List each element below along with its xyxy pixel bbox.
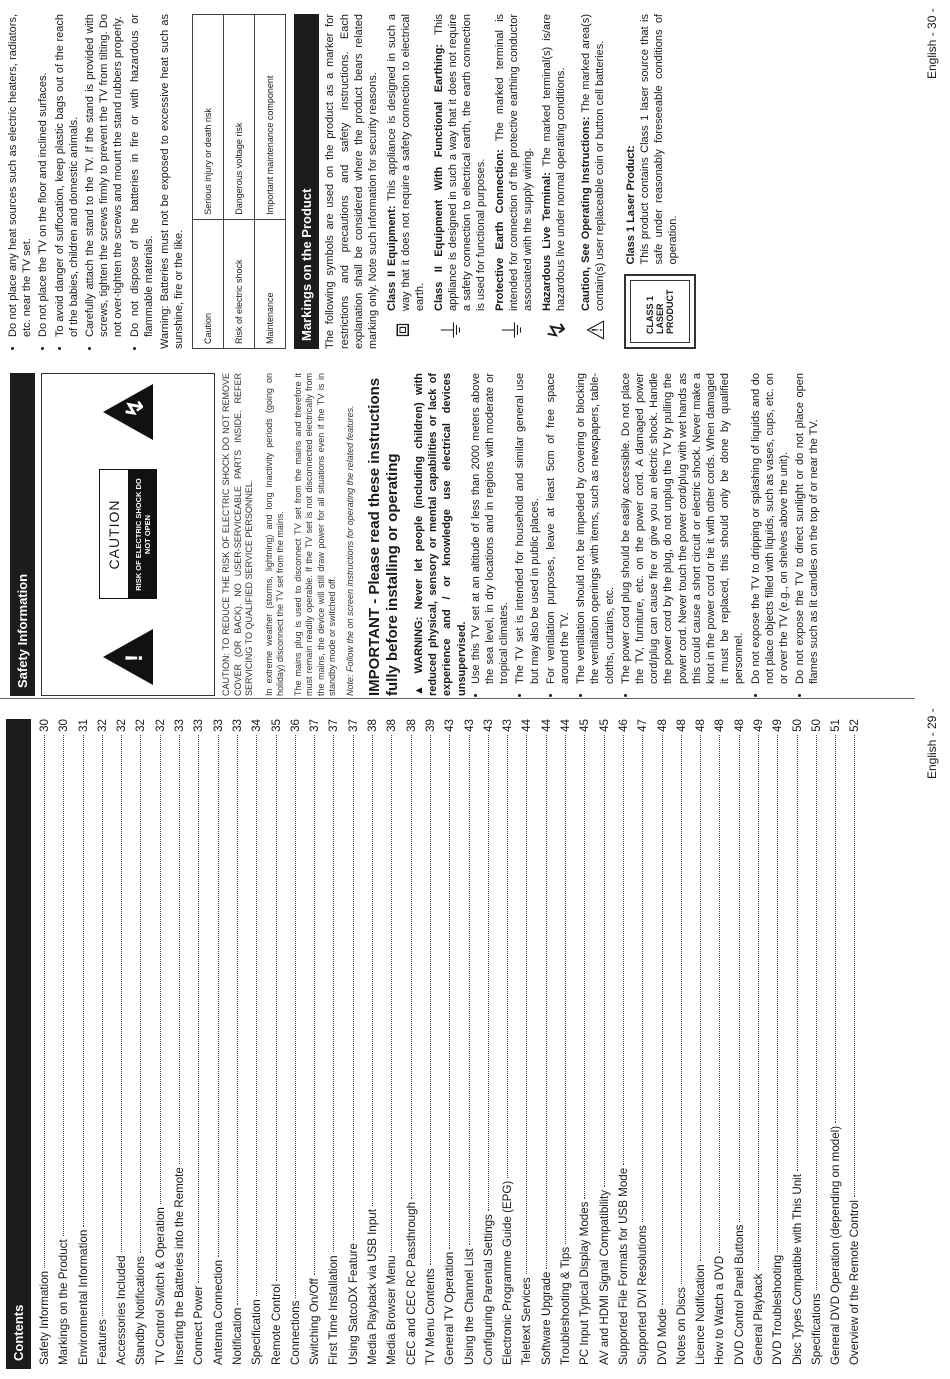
marking-row: [385, 14, 427, 349]
right-bullet: • Do not dispose of the batteries in fire or with hazardous or flammable materials.: [128, 14, 156, 337]
toc-entry-page: 44: [520, 719, 534, 732]
toc-leader-dots: [507, 735, 508, 1178]
toc-entry-page: 33: [173, 719, 187, 732]
safety-bullet: • Do not expose the TV to direct sunlight or do not place open flames such as lit candles on the top of or near the TV.: [793, 373, 821, 684]
toc-entry-page: 45: [597, 719, 611, 732]
toc-entry: [440, 719, 459, 1365]
laser-label-text: CLASS 1 LASER PRODUCT: [630, 281, 690, 344]
caution-subtitle: RISK OF ELECTRIC SHOCK DO NOT OPEN: [129, 470, 157, 600]
warning-triangle-icon: !: [103, 629, 153, 685]
toc-leader-dots: [372, 735, 373, 1206]
marking-text: [385, 14, 427, 311]
caution-text: CAUTION: TO REDUCE THE RISK OF ELECTRIC SHOCK DO NOT REMOVE COVER (OR BACK). NO USER-SERVICEABLE PARTS INSIDE. REFER SERVICING TO QUALIFIED SERVICE PERSONNEL.: [221, 373, 254, 696]
toc-leader-dots: [604, 735, 605, 1187]
toc-entry-title: Environmental Information: [76, 1229, 90, 1365]
toc-entry-page: 43: [443, 719, 457, 732]
toc-entry: [402, 719, 421, 1365]
toc-leader-dots: [526, 735, 527, 1274]
toc-entry-page: 45: [578, 719, 592, 732]
toc-entry-page: 37: [346, 719, 360, 732]
toc-leader-dots: [411, 735, 412, 1199]
symbol-row: [255, 15, 286, 349]
toc-entry-page: 30: [38, 719, 51, 732]
toc-entry-page: 33: [192, 719, 206, 732]
toc-entry: [595, 719, 614, 1365]
toc-entry-title: General DVD Operation (depending on model): [829, 1125, 843, 1365]
toc-entry: [710, 719, 729, 1365]
toc-entry-title: AV and HDMI Signal Compatibility: [597, 1189, 611, 1365]
toc-entry-title: Overview of the Remote Control: [848, 1200, 862, 1365]
caution-title: CAUTION: [99, 470, 129, 600]
symbol-desc: Dangerous voltage risk: [224, 15, 255, 220]
page-footer-right: English - 30 -: [925, 8, 939, 79]
safety-column: [10, 373, 824, 696]
toc-leader-dots: [353, 735, 354, 1240]
toc-entry-page: 38: [404, 719, 418, 732]
toc-entry-page: 33: [211, 719, 225, 732]
toc-entry-page: 52: [848, 719, 862, 732]
contents-list: [31, 719, 865, 1369]
toc-leader-dots: [160, 735, 161, 1204]
symbol-desc: Important maintenance component: [255, 15, 286, 220]
laser-body: This product contains Class 1 laser source that is safe under reasonably foreseeable conditions of operation.: [639, 14, 680, 265]
caution-label-box: [41, 373, 215, 696]
toc-entry: [54, 719, 73, 1365]
toc-entry: [344, 719, 363, 1365]
toc-leader-dots: [758, 735, 759, 1271]
toc-entry-page: 50: [790, 719, 804, 732]
marking-text: [540, 14, 568, 311]
toc-entry-page: 37: [327, 719, 341, 732]
toc-entry-page: 50: [809, 719, 823, 732]
markings-heading: Markings on the Product: [294, 14, 319, 349]
safety-note: Note: Follow the on screen instructions for operating the related features.: [344, 405, 355, 696]
toc-leader-dots: [430, 735, 431, 1265]
toc-entry: [35, 719, 54, 1365]
symbol-label: Maintenance: [255, 219, 286, 348]
toc-entry-page: 48: [713, 719, 727, 732]
toc-leader-dots: [449, 735, 450, 1249]
right-bullet: • Do not place the TV on the floor and inclined surfaces.: [36, 14, 50, 337]
toc-entry: [305, 719, 324, 1365]
warning-text: [412, 373, 469, 696]
safety-para-weather: In extreme weather (storms, lightning) and long inactivity periods (going on holiday) disconnect the TV set from the mains.: [263, 373, 285, 696]
toc-leader-dots: [546, 735, 547, 1269]
toc-entry-page: 32: [95, 719, 109, 732]
marking-row: [579, 14, 613, 349]
toc-entry-page: 43: [501, 719, 515, 732]
toc-entry: [826, 719, 845, 1365]
toc-leader-dots: [854, 735, 855, 1197]
marking-body: This appliance is designed in such a way that it does not require a safety connection to electrical earth, the earth connection is used for functional purposes.: [433, 13, 488, 311]
toc-entry-title: Remote Control: [269, 1283, 283, 1365]
marking-head: Hazardous Live Terminal:: [541, 172, 554, 311]
toc-leader-dots: [565, 735, 566, 1244]
toc-leader-dots: [102, 735, 103, 1316]
toc-entry: [209, 719, 228, 1365]
marking-row: [432, 14, 488, 349]
toc-entry-title: TV Menu Contents: [423, 1268, 437, 1365]
toc-leader-dots: [719, 735, 720, 1253]
marking-text: [432, 14, 488, 311]
toc-entry-title: Markings on the Product: [57, 1239, 71, 1365]
toc-entry-page: 48: [694, 719, 708, 732]
contents-column: [6, 719, 865, 1369]
toc-entry-page: 32: [153, 719, 167, 732]
toc-entry-title: DVD Troubleshooting: [771, 1254, 785, 1365]
toc-leader-dots: [276, 735, 277, 1281]
toc-entry: [730, 719, 749, 1365]
symbol-row: [193, 15, 224, 349]
marking-body: This appliance is designed in such a way that it does not require a safety connection to electrical earth.: [386, 14, 427, 311]
toc-entry: [267, 719, 286, 1365]
toc-leader-dots: [584, 735, 585, 1199]
toc-entry-page: 48: [655, 719, 669, 732]
toc-leader-dots: [179, 735, 180, 1164]
toc-entry-title: Using the Channel List: [462, 1248, 476, 1365]
toc-entry: [247, 719, 266, 1365]
toc-entry-title: Supported File Formats for USB Mode: [616, 1167, 630, 1365]
marking-text: [493, 14, 535, 311]
toc-entry-title: CEC and CEC RC Passthrough: [404, 1201, 418, 1365]
toc-entry-title: Configuring Parental Settings: [481, 1214, 495, 1365]
right-bullet: • To avoid danger of suffocation, keep plastic bags out of the reach of the babies, children and domestic animals.: [53, 14, 81, 337]
toc-leader-dots: [797, 735, 798, 1171]
toc-entry: [807, 719, 826, 1365]
toc-entry-title: PC Input Typical Display Modes: [578, 1201, 592, 1365]
symbol-label: Caution: [193, 219, 224, 348]
toc-entry-page: 51: [829, 719, 843, 732]
toc-entry: [672, 719, 691, 1365]
marking-head: Protective Earth Connection:: [494, 149, 507, 311]
toc-entry-title: Features: [95, 1319, 109, 1365]
toc-leader-dots: [314, 735, 315, 1275]
toc-entry: [768, 719, 787, 1365]
toc-entry-page: 32: [115, 719, 129, 732]
toc-entry: [382, 719, 401, 1365]
toc-entry-page: 36: [288, 719, 302, 732]
toc-entry-page: 46: [616, 719, 630, 732]
toc-leader-dots: [237, 735, 238, 1305]
toc-entry-page: 30: [57, 719, 71, 732]
right-bullet: • Do not place any heat sources such as electric heaters, radiators, etc. near the TV set.: [6, 14, 34, 337]
symbol-label: Risk of electric shock: [224, 219, 255, 348]
toc-entry: [74, 719, 93, 1365]
toc-entry-page: 44: [539, 719, 553, 732]
toc-entry: [170, 719, 189, 1365]
toc-leader-dots: [662, 735, 663, 1305]
toc-entry-page: 35: [269, 719, 283, 732]
toc-entry-page: 39: [423, 719, 437, 732]
toc-entry: [788, 719, 807, 1365]
lightning-triangle-icon: ↯: [103, 384, 153, 440]
toc-entry-page: 38: [385, 719, 399, 732]
contents-heading: Contents: [6, 719, 31, 1369]
safety-bullet: • The ventilation should not be impeded by covering or blocking the ventilation openings with items, such as newspapers, table-cloths, curtains, etc.: [574, 373, 617, 684]
toc-leader-dots: [256, 735, 257, 1296]
safety-bullet: • Do not expose the TV to dripping or splashing of liquids and do not place objects filled with liquids, such as vases, cups, etc. on or over the TV (e.g., on shelves above the unit).: [749, 373, 792, 684]
toc-entry: [614, 719, 633, 1365]
laser-text: [624, 14, 680, 265]
toc-leader-dots: [333, 735, 334, 1253]
marking-head: Class II Equipment With Functional Earthing:: [433, 44, 446, 311]
toc-leader-dots: [777, 735, 778, 1252]
toc-entry-page: 37: [308, 719, 322, 732]
toc-entry-title: Supported DVI Resolutions: [636, 1225, 650, 1365]
laser-section: [618, 14, 696, 349]
toc-entry-page: 31: [76, 719, 90, 732]
toc-leader-dots: [198, 735, 199, 1283]
toc-entry: [131, 719, 150, 1365]
toc-entry-title: Using SatcoDX Feature: [346, 1243, 360, 1365]
toc-entry-title: Media Browser Menu: [385, 1255, 399, 1365]
warning-icon: ▲: [413, 673, 425, 696]
lightning-bolt-icon: ↯: [543, 319, 571, 341]
marking-text: [579, 14, 607, 311]
toc-entry-title: Antenna Connection: [211, 1259, 225, 1365]
toc-entry-title: Standby Notifications: [134, 1256, 148, 1365]
safety-bullet: • For ventilation purposes, leave at least 5cm of free space around the TV.: [544, 373, 572, 684]
toc-leader-dots: [63, 735, 64, 1236]
toc-leader-dots: [816, 735, 817, 1291]
safety-bullet: • The power cord plug should be easily accessible. Do not place the TV, furniture, etc. on the power cord. A damaged power cord/plug can cause fire or give you an electric shock. Handle the power cord by the plug, do not unplug the TV by pulling the power cord. Never touch the power cord/plug with wet hands as this could cause a short circuit or electric shock. Never make a knot in the power cord or tie it with other cords. When damaged it must be replaced, this should only be done by qualified personnel.: [619, 373, 747, 684]
marking-head: Caution, See Operating Instructions:: [580, 116, 593, 311]
protective-earth-icon: ⏚: [499, 318, 527, 342]
toc-entry-page: 43: [462, 719, 476, 732]
toc-leader-dots: [739, 735, 740, 1222]
toc-entry: [498, 719, 517, 1365]
safety-heading: Safety Information: [10, 373, 35, 696]
toc-leader-dots: [140, 735, 141, 1253]
toc-entry: [517, 719, 536, 1365]
right-bullet-list: [6, 14, 156, 349]
marking-head: Class II Equipment:: [386, 205, 399, 311]
toc-entry-title: Accessories Included: [115, 1255, 129, 1365]
toc-entry-title: Teletext Services: [520, 1277, 534, 1365]
safety-bullet-list: [469, 373, 822, 696]
right-bullet: • Carefully attach the stand to the TV. If the stand is provided with screws, tighten the screws firmly to prevent the TV from tilting. Do not over-tighten the screws and mount the stand rubbers properly.: [83, 14, 126, 337]
toc-entry-page: 49: [751, 719, 765, 732]
laser-label-box: [624, 275, 696, 350]
toc-entry-title: Disc Types Compatible with This Unit: [790, 1174, 804, 1365]
toc-entry-page: 32: [134, 719, 148, 732]
toc-entry-page: 33: [230, 719, 244, 732]
toc-entry-title: How to Watch a DVD: [713, 1255, 727, 1365]
important-heading: IMPORTANT - Please read these instructions fully before installing or operating: [366, 377, 401, 696]
toc-leader-dots: [295, 735, 296, 1298]
toc-entry-title: Connect Power: [192, 1285, 206, 1365]
toc-leader-dots: [218, 735, 219, 1257]
toc-entry: [479, 719, 498, 1365]
toc-entry: [653, 719, 672, 1365]
toc-leader-dots: [83, 735, 84, 1227]
toc-leader-dots: [642, 735, 643, 1222]
marking-body: The marked terminal(s) is/are hazardous live under normal operating conditions.: [541, 13, 568, 311]
toc-entry-page: 49: [771, 719, 785, 732]
toc-entry: [363, 719, 382, 1365]
marking-row: [493, 14, 535, 349]
functional-earth-icon: ⏚: [438, 318, 466, 342]
toc-leader-dots: [121, 735, 122, 1253]
marking-body: The marked terminal is intended for connection of the protective earthing conductor associated with the supply wiring.: [494, 13, 535, 311]
toc-entry: [228, 719, 247, 1365]
toc-entry: [556, 719, 575, 1365]
toc-entry: [93, 719, 112, 1365]
toc-entry: [460, 719, 479, 1365]
caution-label: [99, 470, 157, 600]
toc-entry: [845, 719, 864, 1365]
toc-leader-dots: [488, 735, 489, 1211]
safety-para-mains: The mains plug is used to disconnect TV set from the mains and therefore it must remain readily operable. If the TV set is not disconnected electrically from the mains, the device will still draw power for all situations even if the TV is in standby mode or switched off.: [292, 373, 337, 696]
toc-leader-dots: [700, 735, 701, 1262]
toc-entry-title: Safety Information: [38, 1270, 51, 1365]
toc-entry-title: Media Playback via USB Input: [366, 1209, 380, 1365]
toc-entry-title: General TV Operation: [443, 1251, 457, 1365]
toc-entry-title: Specification: [250, 1299, 264, 1365]
toc-entry-page: 34: [250, 719, 264, 732]
square-in-square-icon: ⧈: [388, 322, 416, 338]
toc-entry: [151, 719, 170, 1365]
symbol-table: [192, 14, 286, 349]
toc-entry-title: Switching On/Off: [308, 1278, 322, 1365]
toc-entry: [286, 719, 305, 1365]
toc-entry: [112, 719, 131, 1365]
page-footer-left: English - 29 -: [925, 708, 939, 779]
toc-entry-page: 48: [732, 719, 746, 732]
caution-book-icon: ⚠: [582, 319, 610, 341]
marking-body: The marked area(s) contain(s) user replaceable coin or button cell batteries.: [580, 14, 607, 311]
toc-entry-title: Specifications: [809, 1293, 823, 1365]
toc-entry: [324, 719, 343, 1365]
battery-warning: Warning: Batteries must not be exposed to excessive heat such as sunshine, fire or the like.: [159, 14, 186, 349]
toc-entry-title: Connections: [288, 1300, 302, 1365]
toc-entry-title: General Playback: [751, 1273, 765, 1365]
toc-leader-dots: [44, 735, 45, 1268]
page-divider: [0, 698, 915, 699]
toc-entry-title: TV Control Switch & Operation: [153, 1207, 167, 1365]
toc-entry-page: 47: [636, 719, 650, 732]
toc-entry-page: 48: [674, 719, 688, 732]
symbol-row: [224, 15, 255, 349]
laser-head: Class 1 Laser Product:: [625, 145, 638, 265]
toc-entry-title: Troubleshooting & Tips: [559, 1246, 573, 1365]
right-column: [6, 14, 696, 349]
toc-entry-title: Software Upgrade: [539, 1271, 553, 1365]
safety-bullet: • The TV set is intended for household and similar general use but may also be used in public places.: [513, 373, 541, 684]
toc-entry-page: 44: [559, 719, 573, 732]
toc-entry: [421, 719, 440, 1365]
toc-leader-dots: [469, 735, 470, 1245]
toc-entry: [749, 719, 768, 1365]
toc-entry-title: DVD Mode: [655, 1308, 669, 1365]
toc-entry-title: Electronic Programme Guide (EPG): [501, 1180, 515, 1365]
toc-leader-dots: [681, 735, 682, 1284]
toc-entry-title: Licence Notification: [694, 1264, 708, 1365]
toc-entry: [575, 719, 594, 1365]
warning-body: WARNING: Never let people (including children) with reduced physical, sensory or mental capabilities or lack of experience and / or knowledge use electrical devices unsupervised.: [413, 373, 468, 696]
toc-entry-page: 43: [481, 719, 495, 732]
toc-leader-dots: [835, 735, 836, 1123]
symbol-desc: Serious injury or death risk: [193, 15, 224, 220]
toc-entry: [537, 719, 556, 1365]
toc-entry: [633, 719, 652, 1365]
toc-leader-dots: [391, 735, 392, 1253]
toc-entry: [691, 719, 710, 1365]
toc-entry-title: Inserting the Batteries into the Remote: [173, 1167, 187, 1365]
toc-entry-title: Notification: [230, 1307, 244, 1365]
toc-entry: [189, 719, 208, 1365]
safety-bullet: • Use this TV set at an altitude of less than 2000 meters above the sea level, in dry locations and in regions with moderate or tropical climates.: [469, 373, 512, 684]
toc-entry-title: DVD Control Panel Buttons: [732, 1224, 746, 1365]
toc-entry-title: Notes on Discs: [674, 1287, 688, 1365]
toc-entry-title: First Time Installation: [327, 1255, 341, 1365]
toc-leader-dots: [623, 735, 624, 1165]
markings-intro: The following symbols are used on the product as a marker for restrictions and precautions and safety instructions. Each explanation shall be considered where the product bears related marking only. Note such information for security reasons.: [324, 14, 380, 349]
marking-row: [540, 14, 574, 349]
toc-entry-page: 38: [366, 719, 380, 732]
